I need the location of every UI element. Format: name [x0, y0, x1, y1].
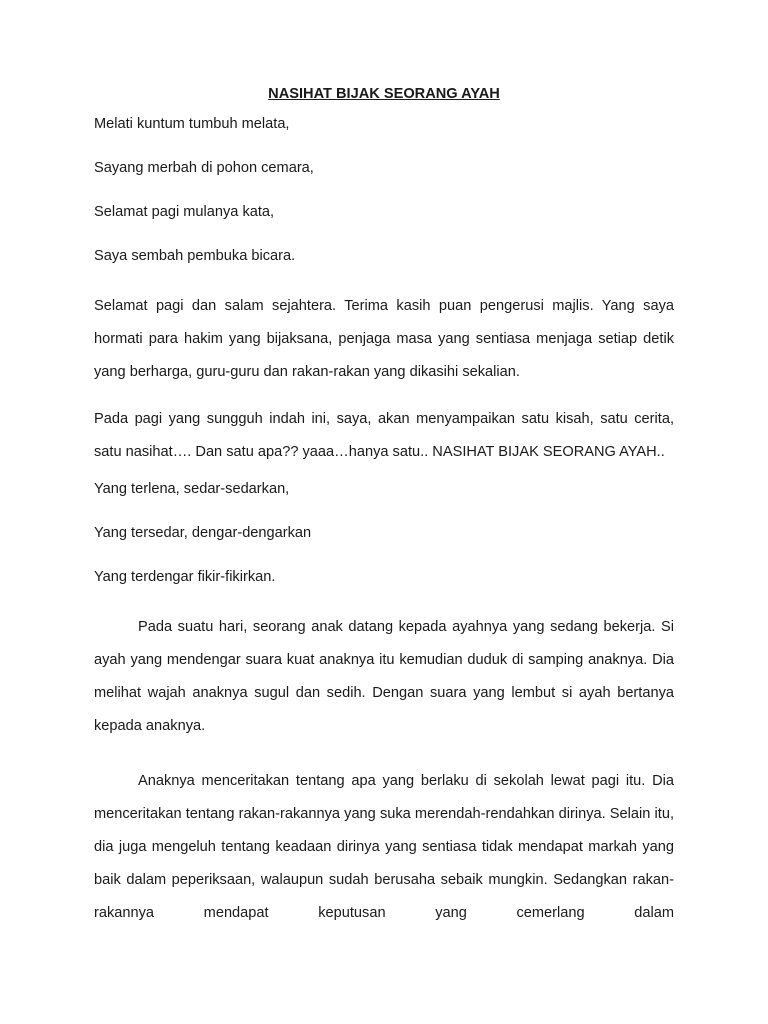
verse-line: Sayang merbah di pohon cemara, — [94, 160, 314, 176]
intro-paragraph: Pada pagi yang sungguh indah ini, saya, akan menyampaikan satu kisah, satu cerita, satu nasihat…. Dan satu apa?? yaaa…hanya satu.. NASIHAT BIJAK SEORANG AYAH.. — [94, 411, 674, 460]
story-paragraph: Anaknya menceritakan tentang apa yang berlaku di sekolah lewat pagi itu. Dia menceritakan tentang rakan-rakannya yang suka merendah-rendahkan dirinya. Selain itu, dia juga mengeluh tentang keadaan dirinya yang sentiasa tidak mendapat markah yang baik dalam peperiksaan, walaupun sudah berusaha sebaik mungkin. Sedangkan rakan-rakannya mendapat keputusan yang cemerlang dalam — [94, 773, 674, 921]
verse-line: Yang terdengar fikir-fikirkan. — [94, 569, 276, 585]
document-page — [94, 84, 674, 952]
verse-line: Selamat pagi mulanya kata, — [94, 204, 275, 220]
verse-line: Yang tersedar, dengar-dengarkan — [94, 525, 312, 541]
greeting-paragraph: Selamat pagi dan salam sejahtera. Terima kasih puan pengerusi majlis. Yang saya hormati para hakim yang bijaksana, penjaga masa yang sentiasa menjaga setiap detik yang berharga, guru-guru dan rakan-rakan yang dikasihi sekalian. — [94, 298, 674, 380]
document-title: NASIHAT BIJAK SEORANG AYAH — [268, 86, 500, 102]
verse-line: Yang terlena, sedar-sedarkan, — [94, 481, 290, 497]
opening-verses — [94, 114, 674, 266]
verse-line: Saya sembah pembuka bicara. — [94, 248, 296, 264]
middle-verses — [94, 479, 674, 587]
verse-line: Melati kuntum tumbuh melata, — [94, 116, 290, 132]
story-paragraph: Pada suatu hari, seorang anak datang kepada ayahnya yang sedang bekerja. Si ayah yang mendengar suara kuat anaknya itu kemudian duduk di samping anaknya. Dia melihat wajah anaknya sugul dan sedih. Dengan suara yang lembut si ayah bertanya kepada anaknya. — [94, 619, 674, 734]
